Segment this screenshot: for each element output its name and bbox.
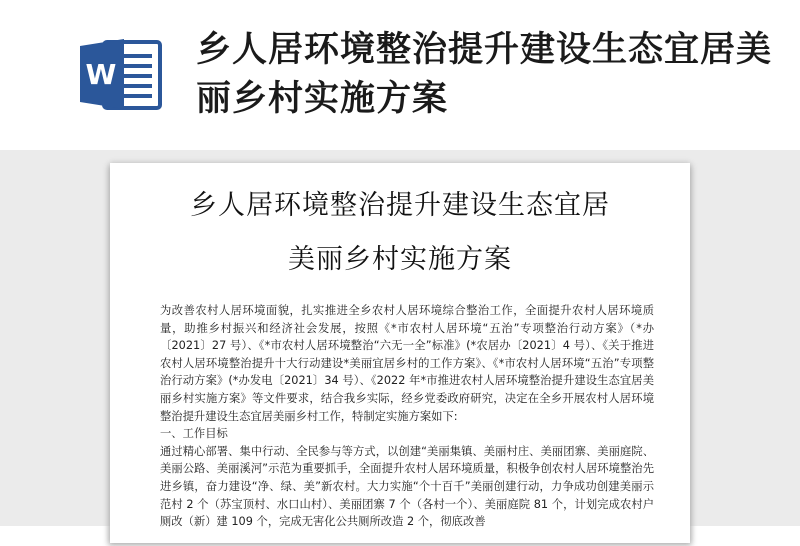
section-paragraph: 通过精心部署、集中行动、全民参与等方式，以创建“美丽集镇、美丽村庄、美丽团寨、美丽庭院、美丽公路、美丽溪河”示范为重要抓手，全面提升农村人居环境质量，积极争创农村人居环境整治先进乡镇，奋力建设“净、绿、美”新农村。大力实施“个十百千”美丽创建行动，力争成功创建美丽示范村 2 个（苏宝顶村、水口山村）、美丽团寨 7 个（各村一个）、美丽庭院 81 个，计划完成农村户厕改（新）建 109 个，完成无害化公共厕所改造 2 个，彻底改善	[160, 444, 654, 529]
document-title-line-1: 乡人居环境整治提升建设生态宜居	[190, 190, 610, 221]
document-title	[110, 181, 690, 285]
document-body	[160, 302, 654, 531]
document-page	[110, 163, 690, 543]
word-document-icon	[78, 36, 164, 112]
document-title-line-2: 美丽乡村实施方案	[288, 244, 512, 275]
word-icon-letter: W	[85, 58, 117, 91]
page-title: 乡人居环境整治提升建设生态宜居美丽乡村实施方案	[196, 30, 773, 119]
section-heading: 一、工作目标	[160, 427, 228, 441]
intro-paragraph: 为改善农村人居环境面貌，扎实推进全乡农村人居环境综合整治工作，全面提升农村人居环境质量，助推乡村振兴和经济社会发展，按照《*市农村人居环境“五治”专项整治行动方案》（*办〔2021〕27 号）、《*市农村人居环境整治“六无一全”标准》(*农居办〔2021〕4 号）、《关于推进农村人居环境整治提升十大行动建设*美丽宜居乡村的工作方案》、《*市农村人居环境“五治”专项整治行动方案》(*办发电〔2021〕34 号）、《2022 年*市推进农村人居环境整治提升建设生态宜居美丽乡村实施方案》等文件要求，结合我乡实际，经乡党委政府研究，决定在全乡开展农村人居环境整治提升建设生态宜居美丽乡村工作，特制定实施方案如下:	[160, 304, 654, 423]
header	[0, 0, 800, 150]
